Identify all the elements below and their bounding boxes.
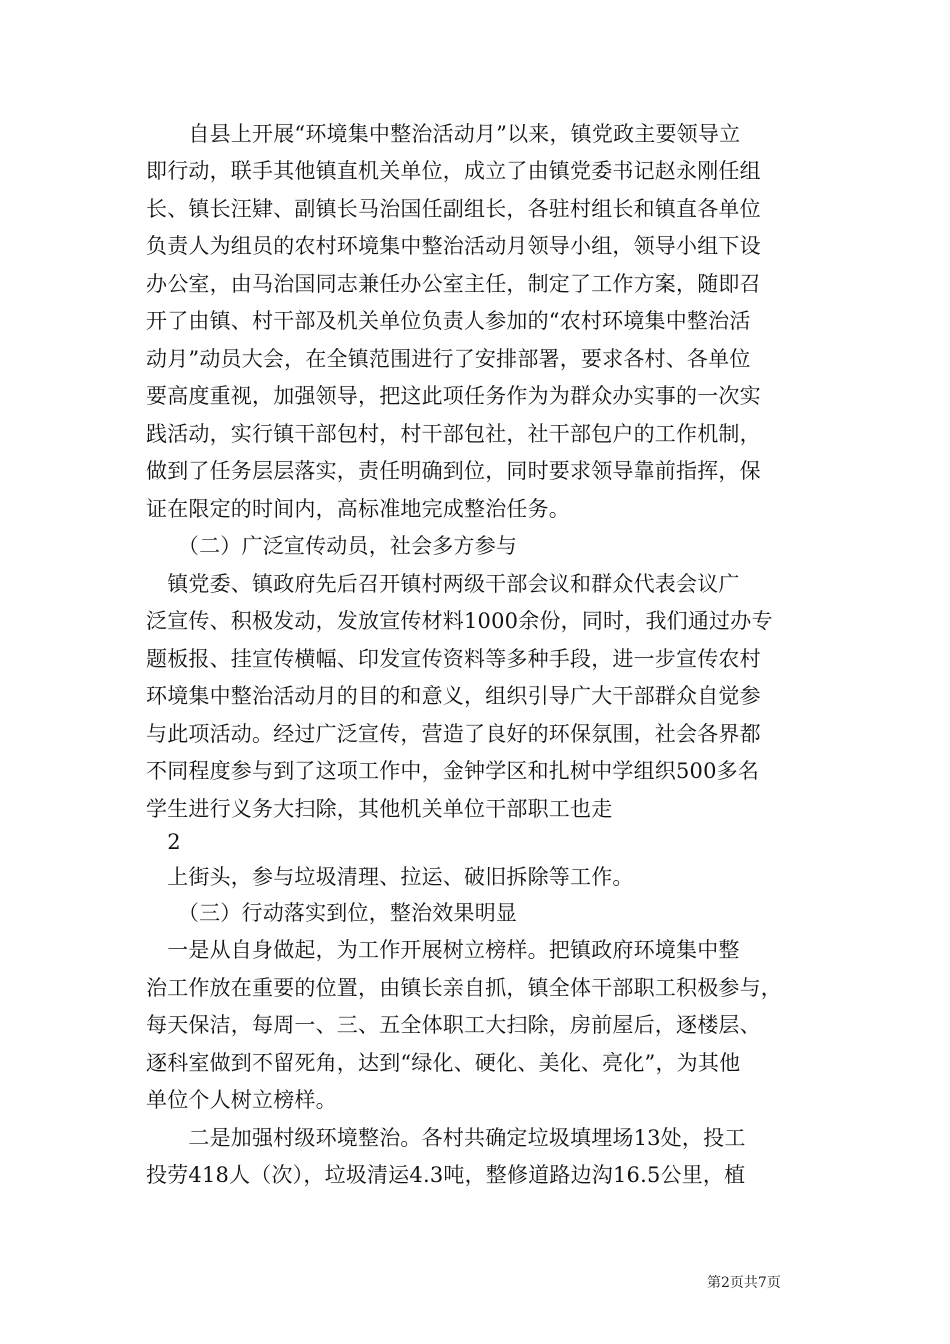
- inline-page-number: 2: [146, 830, 181, 854]
- text-line: 环境集中整治活动月的目的和意义，组织引导广大干部群众自觉参: [146, 684, 761, 708]
- text-line: 不同程度参与到了这项工作中，金钟学区和扎树中学组织500多名: [146, 759, 760, 783]
- text-line: 要高度重视，加强领导，把这此项任务作为为群众办实事的一次实: [146, 384, 761, 408]
- text-line: 泛宣传、积极发动，发放宣传材料1000余份，同时，我们通过办专: [146, 609, 773, 633]
- text-line: 与此项活动。经过广泛宣传，营造了良好的环保氛围，社会各界都: [146, 722, 761, 746]
- text-line: 逐科室做到不留死角，达到“绿化、硬化、美化、亮化”，为其他: [146, 1051, 741, 1075]
- text-line: 动月”动员大会，在全镇范围进行了安排部署，要求各村、各单位: [146, 347, 751, 371]
- text-line: 上街头，参与垃圾清理、拉运、破旧拆除等工作。: [146, 865, 634, 889]
- text-line: 投劳418人（次），垃圾清运4.3吨，整修道路边沟16.5公里，植: [146, 1163, 746, 1187]
- section-heading: （三）行动落实到位，整治效果明显: [146, 901, 518, 925]
- text-line: 单位个人树立榜样。: [146, 1088, 337, 1112]
- text-line: 治工作放在重要的位置，由镇长亲自抓，镇全体干部职工积极参与，: [146, 976, 782, 1000]
- text-line: 自县上开展“环境集中整治活动月”以来，镇党政主要领导立: [146, 122, 741, 146]
- text-line: 题板报、挂宣传横幅、印发宣传资料等多种手段，进一步宣传农村: [146, 647, 761, 671]
- text-line: 镇党委、镇政府先后召开镇村两级干部会议和群众代表会议广: [146, 572, 740, 596]
- text-line: 即行动，联手其他镇直机关单位，成立了由镇党委书记赵永刚任组: [146, 159, 761, 183]
- text-line: 践活动，实行镇干部包村，村干部包社，社干部包户的工作机制，: [146, 422, 761, 446]
- section-heading: （二）广泛宣传动员，社会多方参与: [146, 534, 518, 558]
- text-line: 长、镇长汪肄、副镇长马治国任副组长，各驻村组长和镇直各单位: [146, 197, 761, 221]
- text-line: 负责人为组员的农村环境集中整治活动月领导小组，领导小组下设: [146, 234, 761, 258]
- text-line: 每天保洁，每周一、三、五全体职工大扫除，房前屋后，逐楼层、: [146, 1013, 761, 1037]
- text-line: 二是加强村级环境整治。各村共确定垃圾填埋场13处，投工: [146, 1126, 746, 1150]
- text-line: 学生进行义务大扫除，其他机关单位干部职工也走: [146, 797, 613, 821]
- text-line: 办公室，由马治国同志兼任办公室主任，制定了工作方案，随即召: [146, 272, 761, 296]
- text-line: 证在限定的时间内，高标准地完成整治任务。: [146, 497, 570, 521]
- page-footer: 第2页共7页: [707, 1275, 781, 1291]
- text-line: 一是从自身做起，为工作开展树立榜样。把镇政府环境集中整: [146, 938, 740, 962]
- text-line: 做到了任务层层落实，责任明确到位，同时要求领导靠前指挥，保: [146, 459, 761, 483]
- text-line: 开了由镇、村干部及机关单位负责人参加的“农村环境集中整治活: [146, 309, 751, 333]
